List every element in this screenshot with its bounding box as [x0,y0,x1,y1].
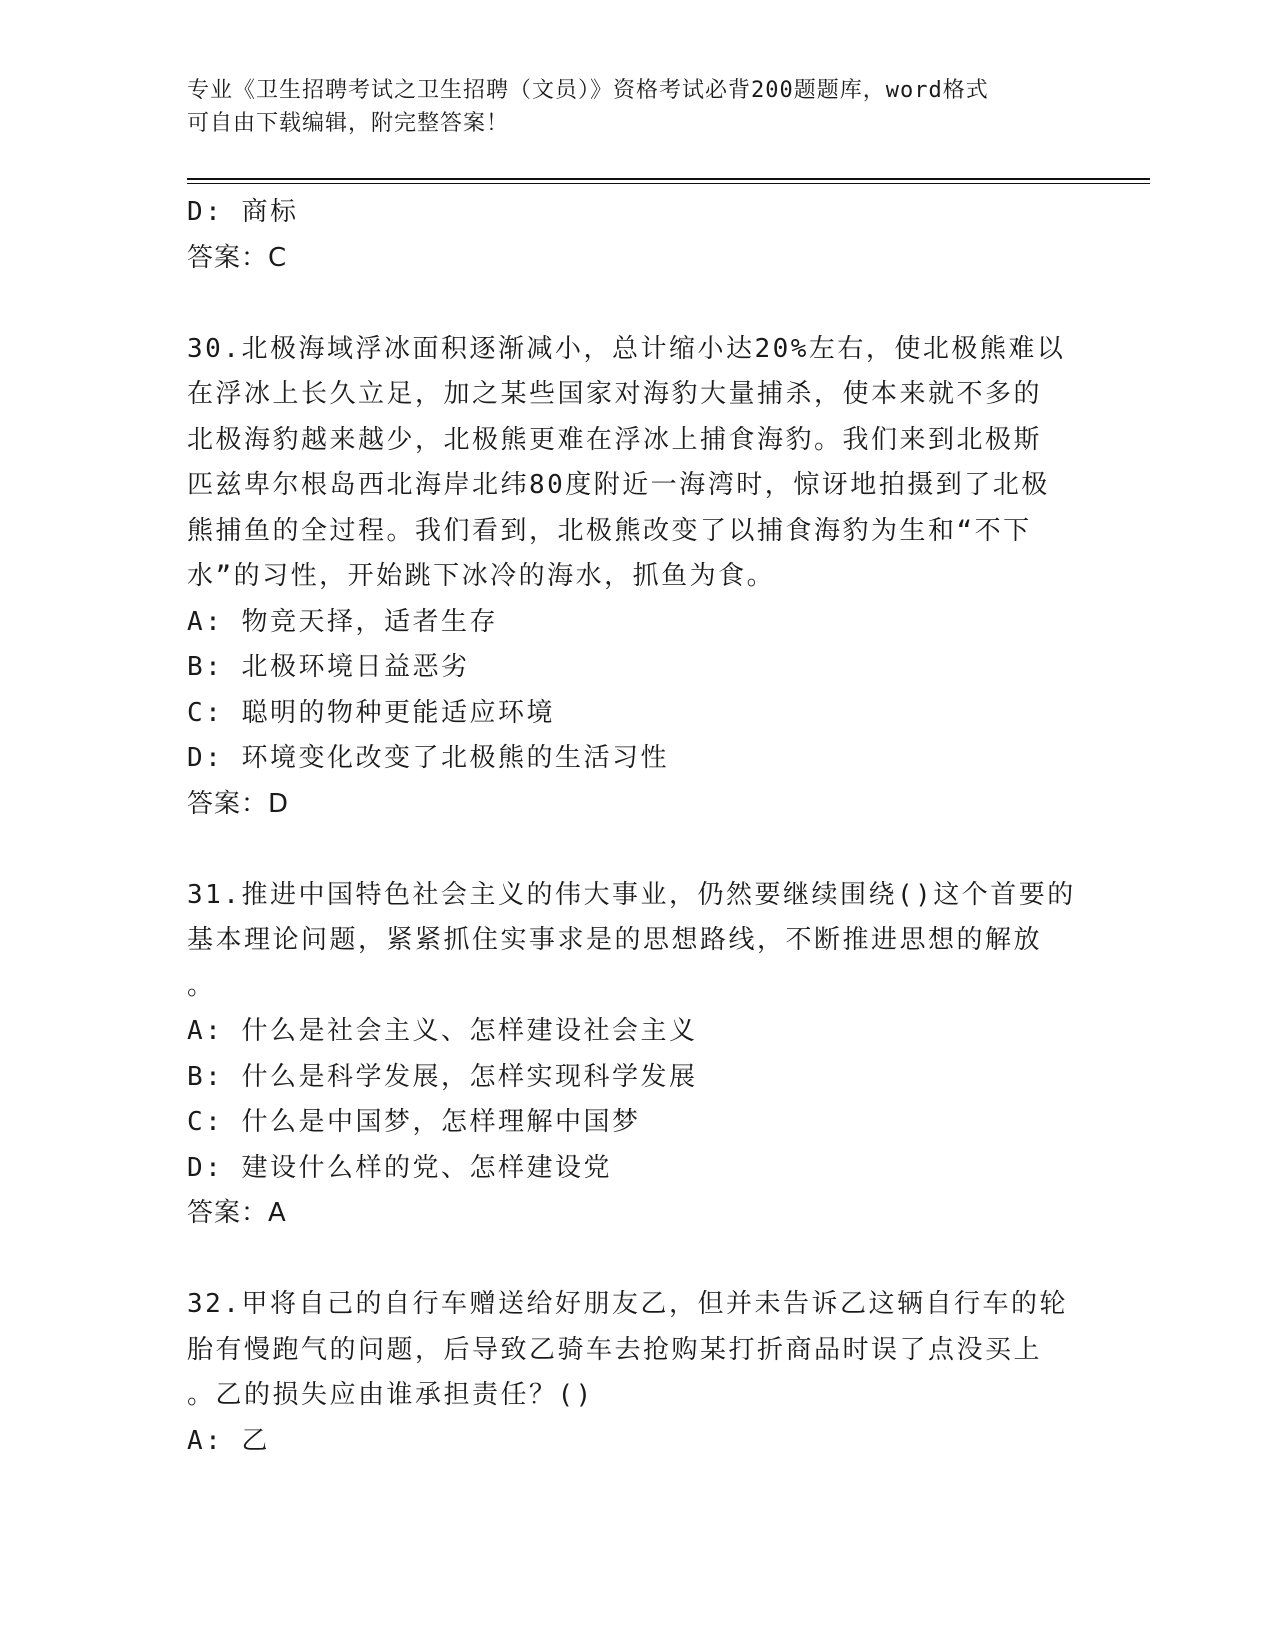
spacer [187,827,1087,873]
spacer [187,281,1087,327]
header-line-2: 可自由下载编辑，附完整答案！ [187,111,510,136]
question-31 [187,873,1087,1237]
option-a: A: 什么是社会主义、怎样建设社会主义 [187,1016,698,1046]
option-c: C: 聪明的物种更能适应环境 [187,697,555,728]
option-d: D: 环境变化改变了北极熊的生活习性 [187,743,669,773]
question-32 [187,1282,1087,1464]
header-divider-thick [187,178,1150,180]
question-stem-line: 熊捕鱼的全过程。我们看到，北极熊改变了以捕食海豹为生和“不下 [187,515,1032,546]
question-stem-line: 32.甲将自己的自行车赠送给好朋友乙，但并未告诉乙这辆自行车的轮 [187,1289,1068,1319]
spacer [187,1237,1087,1283]
question-stem-line: 。 [187,970,216,1001]
option-a: A: 乙 [187,1425,270,1456]
question-29-tail [187,190,1087,281]
option-b: B: 什么是科学发展，怎样实现科学发展 [187,1061,698,1092]
option-b: B: 北极环境日益恶劣 [187,652,470,682]
header-divider-thin [187,183,1150,184]
answer: 答案：A [187,1198,287,1228]
option-d: D: 建设什么样的党、怎样建设党 [187,1152,612,1183]
header-line-1: 专业《卫生招聘考试之卫生招聘（文员）》资格考试必背200题题库，word格式 [187,78,989,103]
question-stem-line: 。乙的损失应由谁承担责任？() [187,1380,594,1410]
answer: 答案：D [187,788,290,819]
question-stem-line: 北极海豹越来越少，北极熊更难在浮冰上捕食海豹。我们来到北极斯 [187,424,1043,455]
question-stem-line: 胎有慢跑气的问题，后导致乙骑车去抢购某打折商品时误了点没买上 [187,1334,1043,1365]
document-body [187,190,1087,1464]
question-stem-line: 匹兹卑尔根岛西北海岸北纬80度附近一海湾时，惊讶地拍摄到了北极 [187,470,1050,500]
question-stem-line: 基本理论问题，紧紧抓住实事求是的思想路线，不断推进思想的解放 [187,925,1043,955]
question-stem-line: 在浮冰上长久立足，加之某些国家对海豹大量捕杀，使本来就不多的 [187,379,1043,409]
question-stem-line: 水”的习性，开始跳下冰冷的海水，抓鱼为食。 [187,561,776,591]
question-stem-line: 31.推进中国特色社会主义的伟大事业，仍然要继续围绕()这个首要的 [187,879,1076,910]
option-a: A: 物竞天择，适者生存 [187,606,498,637]
option-d: D: 商标 [187,197,299,227]
document-header [187,74,1067,140]
answer: 答案：C [187,242,288,273]
question-stem-line: 30.北极海域浮冰面积逐渐减小，总计缩小达20%左右，使北极熊难以 [187,333,1066,364]
option-c: C: 什么是中国梦，怎样理解中国梦 [187,1107,641,1137]
question-30 [187,327,1087,828]
